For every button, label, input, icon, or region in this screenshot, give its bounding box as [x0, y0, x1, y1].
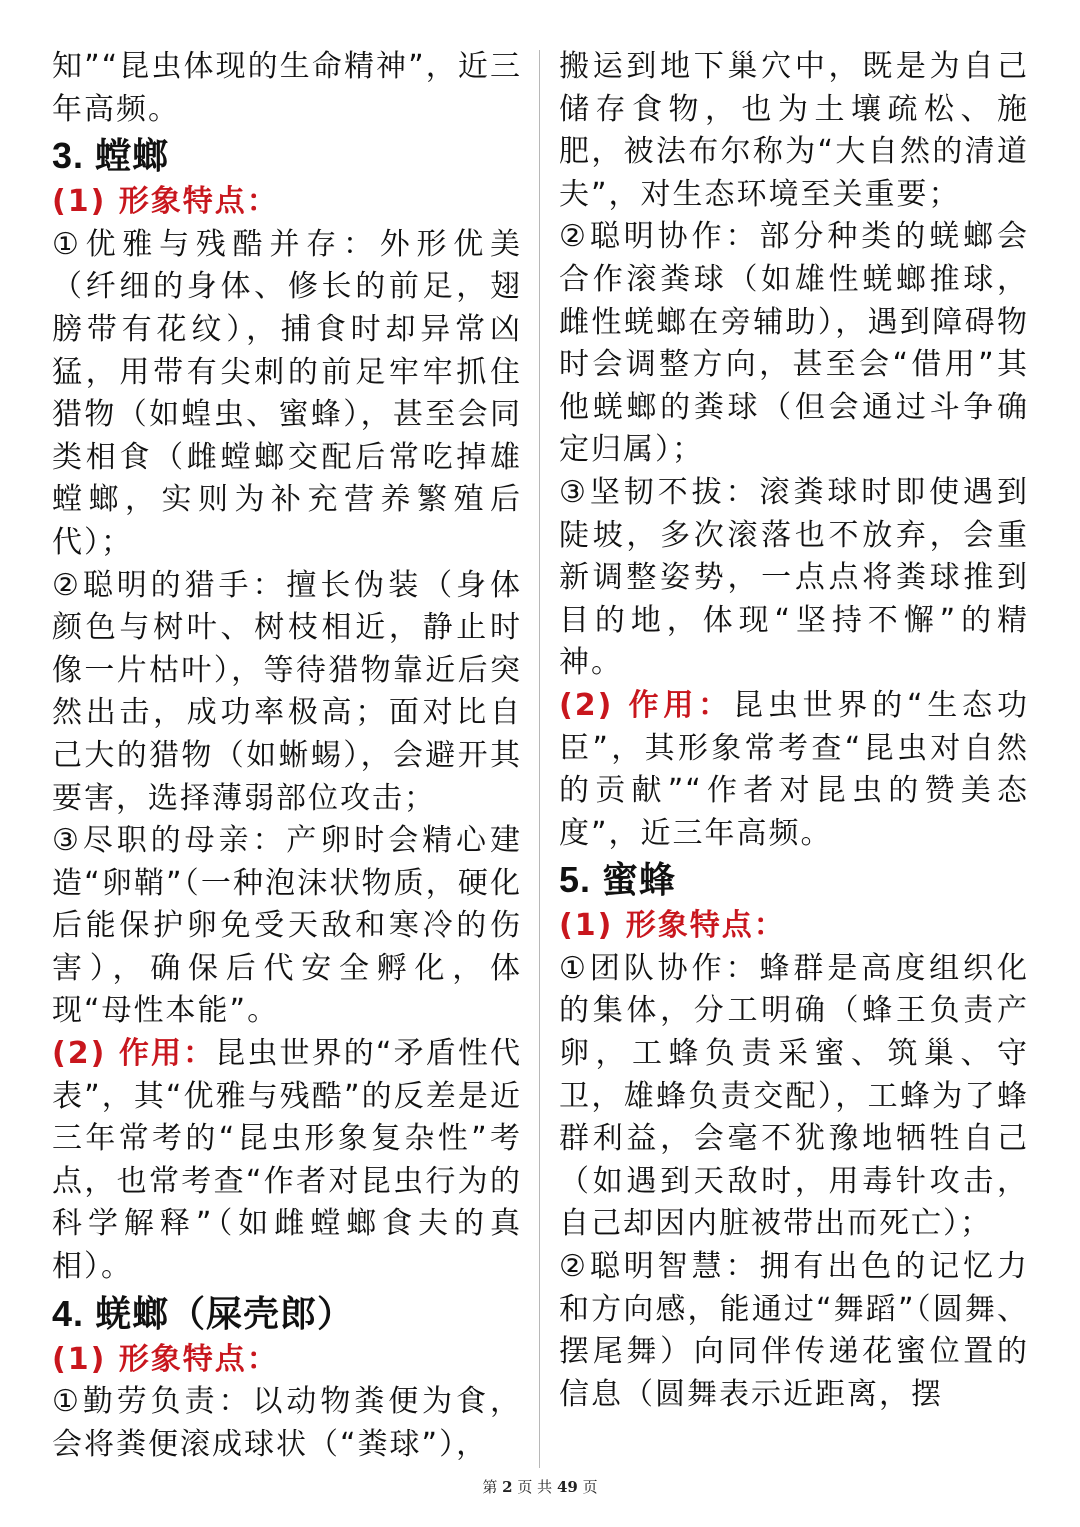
mantis-role-paragraph [52, 1033, 522, 1289]
beetle-role-text: 昆虫世界的“生态功臣”，其形象常考查“昆虫对自然的贡献”“作者对昆虫的赞美态度”，近三年高频。 [559, 687, 1029, 851]
mantis-trait-1: ①优雅与残酷并存：外形优美（纤细的身体、修长的前足，翅膀带有花纹），捕食时却异常凶猛，用带有尖刺的前足牢牢抓住猎物（如蝗虫、蜜蜂），甚至会同类相食（雌螳螂交配后常吃掉雄螳螂，实则为补充营养繁殖后代）； [52, 226, 522, 560]
mantis-trait-3: ③尽职的母亲：产卵时会精心建造“卵鞘”（一种泡沫状物质，硬化后能保护卵免受天敌和寒冷的伤害），确保后代安全孵化，体现“母性本能”。 [52, 823, 522, 1029]
beetle-trait-2: ②聪明协作：部分种类的蜣螂会合作滚粪球（如雄性蜣螂推球，雌性蜣螂在旁辅助），遇到障碍物时会调整方向，甚至会“借用”其他蜣螂的粪球（但会通过斗争确定归属）； [559, 219, 1029, 468]
page-footer [0, 1476, 1080, 1497]
bee-traits-label: (1) 形象特点： [559, 908, 786, 944]
beetle-traits-label: (1) 形象特点： [52, 1341, 279, 1377]
beetle-trait-1-continued: 搬运到地下巢穴中，既是为自己储存食物，也为土壤疏松、施肥，被法布尔称为“大自然的清道夫”，对生态环境至关重要； [559, 49, 1029, 212]
beetle-trait-1-start: ①勤劳负责：以动物粪便为食，会将粪便滚成球状（“粪球”）， [52, 1384, 522, 1462]
column-divider [539, 50, 540, 1468]
footer-suffix: 页 [582, 1478, 598, 1496]
total-page-count: 49 [556, 1478, 578, 1496]
footer-middle: 页 共 [517, 1478, 553, 1496]
mantis-traits-label: (1) 形象特点： [52, 184, 279, 220]
beetle-trait-3: ③坚韧不拔：滚粪球时即使遇到陡坡，多次滚落也不放弃，会重新调整姿势，一点点将粪球推到目的地，体现“坚持不懈”的精神。 [559, 474, 1029, 681]
section-heading-dung-beetle: 4. 蜣螂（屎壳郎） [52, 1292, 355, 1334]
mantis-role-text: 昆虫世界的“矛盾性代表”，其“优雅与残酷”的反差是近三年常考的“昆虫形象复杂性”考点，也常考查“作者对昆虫行为的科学解释”（如雌螳螂食夫的真相）。 [52, 1036, 522, 1285]
beetle-role-label: (2) 作用： [559, 687, 733, 723]
mantis-role-label: (2) 作用： [52, 1036, 216, 1072]
section-heading-bee: 5. 蜜蜂 [559, 859, 677, 901]
current-page-number: 2 [502, 1478, 513, 1496]
right-column [559, 46, 1029, 1416]
mantis-trait-2: ②聪明的猎手：擅长伪装（身体颜色与树叶、树枝相近，静止时像一片枯叶），等待猎物靠近后突然出击，成功率极高；面对比自己大的猎物（如蜥蜴），会避开其要害，选择薄弱部位攻击； [52, 567, 522, 816]
section-heading-mantis: 3. 螳螂 [52, 135, 170, 177]
bee-trait-1: ①团队协作：蜂群是高度组织化的集体，分工明确（蜂王负责产卵，工蜂负责采蜜、筑巢、守卫，雄蜂负责交配），工蜂为了蜂群利益，会毫不犹豫地牺牲自己（如遇到天敌时，用毒针攻击，自己却因内脏被带出而死亡）； [559, 950, 1029, 1242]
intro-paragraph: 知”“昆虫体现的生命精神”，近三年高频。 [52, 49, 522, 127]
bee-trait-2: ②聪明智慧：拥有出色的记忆力和方向感，能通过“舞蹈”（圆舞、摆尾舞）向同伴传递花蜜位置的信息（圆舞表示近距离，摆 [559, 1249, 1029, 1412]
footer-prefix: 第 [482, 1478, 498, 1496]
beetle-role-paragraph [559, 685, 1029, 855]
left-column [52, 46, 522, 1466]
